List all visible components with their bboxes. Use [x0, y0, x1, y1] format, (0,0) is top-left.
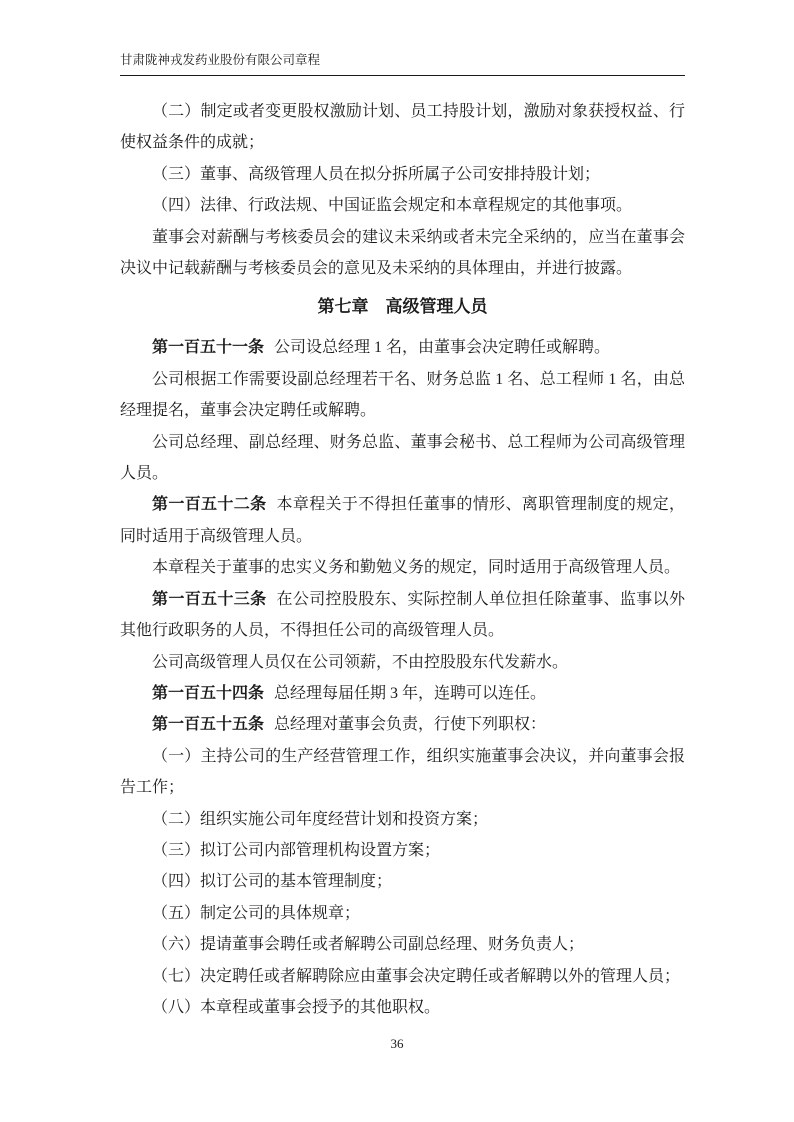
article-153	[120, 584, 685, 647]
page-footer	[0, 1036, 794, 1052]
paragraph-salary: 公司高级管理人员仅在公司领薪，不由控股股东代发薪水。	[152, 653, 569, 671]
power-item-5: （五）制定公司的具体规章；	[152, 904, 361, 922]
article-155-number: 第一百五十五条	[152, 716, 265, 734]
power-item-7: （七）决定聘任或者解聘除应由董事会决定聘任或者解聘以外的管理人员；	[152, 967, 681, 985]
power-item-2: （二）组织实施公司年度经营计划和投资方案；	[152, 810, 489, 828]
article-151-number: 第一百五十一条	[152, 339, 265, 357]
article-151	[120, 332, 685, 363]
page-header	[120, 52, 685, 76]
article-154-number: 第一百五十四条	[152, 684, 265, 702]
paragraph-deputy-managers: 公司根据工作需要设副总经理若干名、财务总监 1 名、总工程师 1 名，由总经理提名，董事会决定聘任或解聘。	[120, 370, 685, 420]
article-153-number: 第一百五十三条	[152, 590, 267, 608]
paragraph-duty-obligations: 本章程关于董事的忠实义务和勤勉义务的规定，同时适用于高级管理人员。	[152, 559, 681, 577]
paragraph-item-4: （四）法律、行政法规、中国证监会规定和本章程规定的其他事项。	[152, 197, 633, 215]
power-item-3: （三）拟订公司内部管理机构设置方案；	[152, 841, 441, 859]
article-155-text: 总经理对董事会负责，行使下列职权：	[274, 716, 547, 734]
document-body	[120, 96, 685, 1023]
article-155	[120, 709, 685, 740]
article-153-text: 在公司控股股东、实际控制人单位担任除董事、监事以外其他行政职务的人员，不得担任公司的高级管理人员。	[120, 590, 685, 640]
paragraph-item-2: （二）制定或者变更股权激励计划、员工持股计划，激励对象获授权益、行使权益条件的成就；	[120, 103, 685, 152]
article-154-text: 总经理每届任期 3 年，连聘可以连任。	[274, 684, 547, 702]
article-151-text: 公司设总经理 1 名，由董事会决定聘任或解聘。	[274, 339, 611, 357]
power-item-6: （六）提请董事会聘任或者解聘公司副总经理、财务负责人；	[152, 936, 585, 954]
paragraph-item-3: （三）董事、高级管理人员在拟分拆所属子公司安排持股计划；	[152, 165, 601, 183]
power-item-8: （八）本章程或董事会授予的其他职权。	[152, 998, 441, 1016]
power-item-1: （一）主持公司的生产经营管理工作，组织实施董事会决议，并向董事会报告工作；	[120, 747, 685, 797]
article-154	[120, 678, 685, 709]
paragraph-senior-managers: 公司总经理、副总经理、财务总监、董事会秘书、总工程师为公司高级管理人员。	[120, 433, 685, 483]
article-152-number: 第一百五十二条	[152, 496, 267, 514]
chapter-heading: 第七章 高级管理人员	[317, 297, 488, 317]
page-number: 36	[390, 1036, 404, 1051]
article-152	[120, 489, 685, 552]
article-152-text: 本章程关于不得担任董事的情形、离职管理制度的规定，同时适用于高级管理人员。	[120, 496, 685, 545]
paragraph-board-remuneration: 董事会对薪酬与考核委员会的建议未采纳或者未完全采纳的，应当在董事会决议中记载薪酬与考核委员会的意见及未采纳的具体理由，并进行披露。	[120, 228, 685, 278]
header-title: 甘肃陇神戎发药业股份有限公司章程	[120, 53, 321, 67]
power-item-4: （四）拟订公司的基本管理制度；	[152, 873, 393, 891]
